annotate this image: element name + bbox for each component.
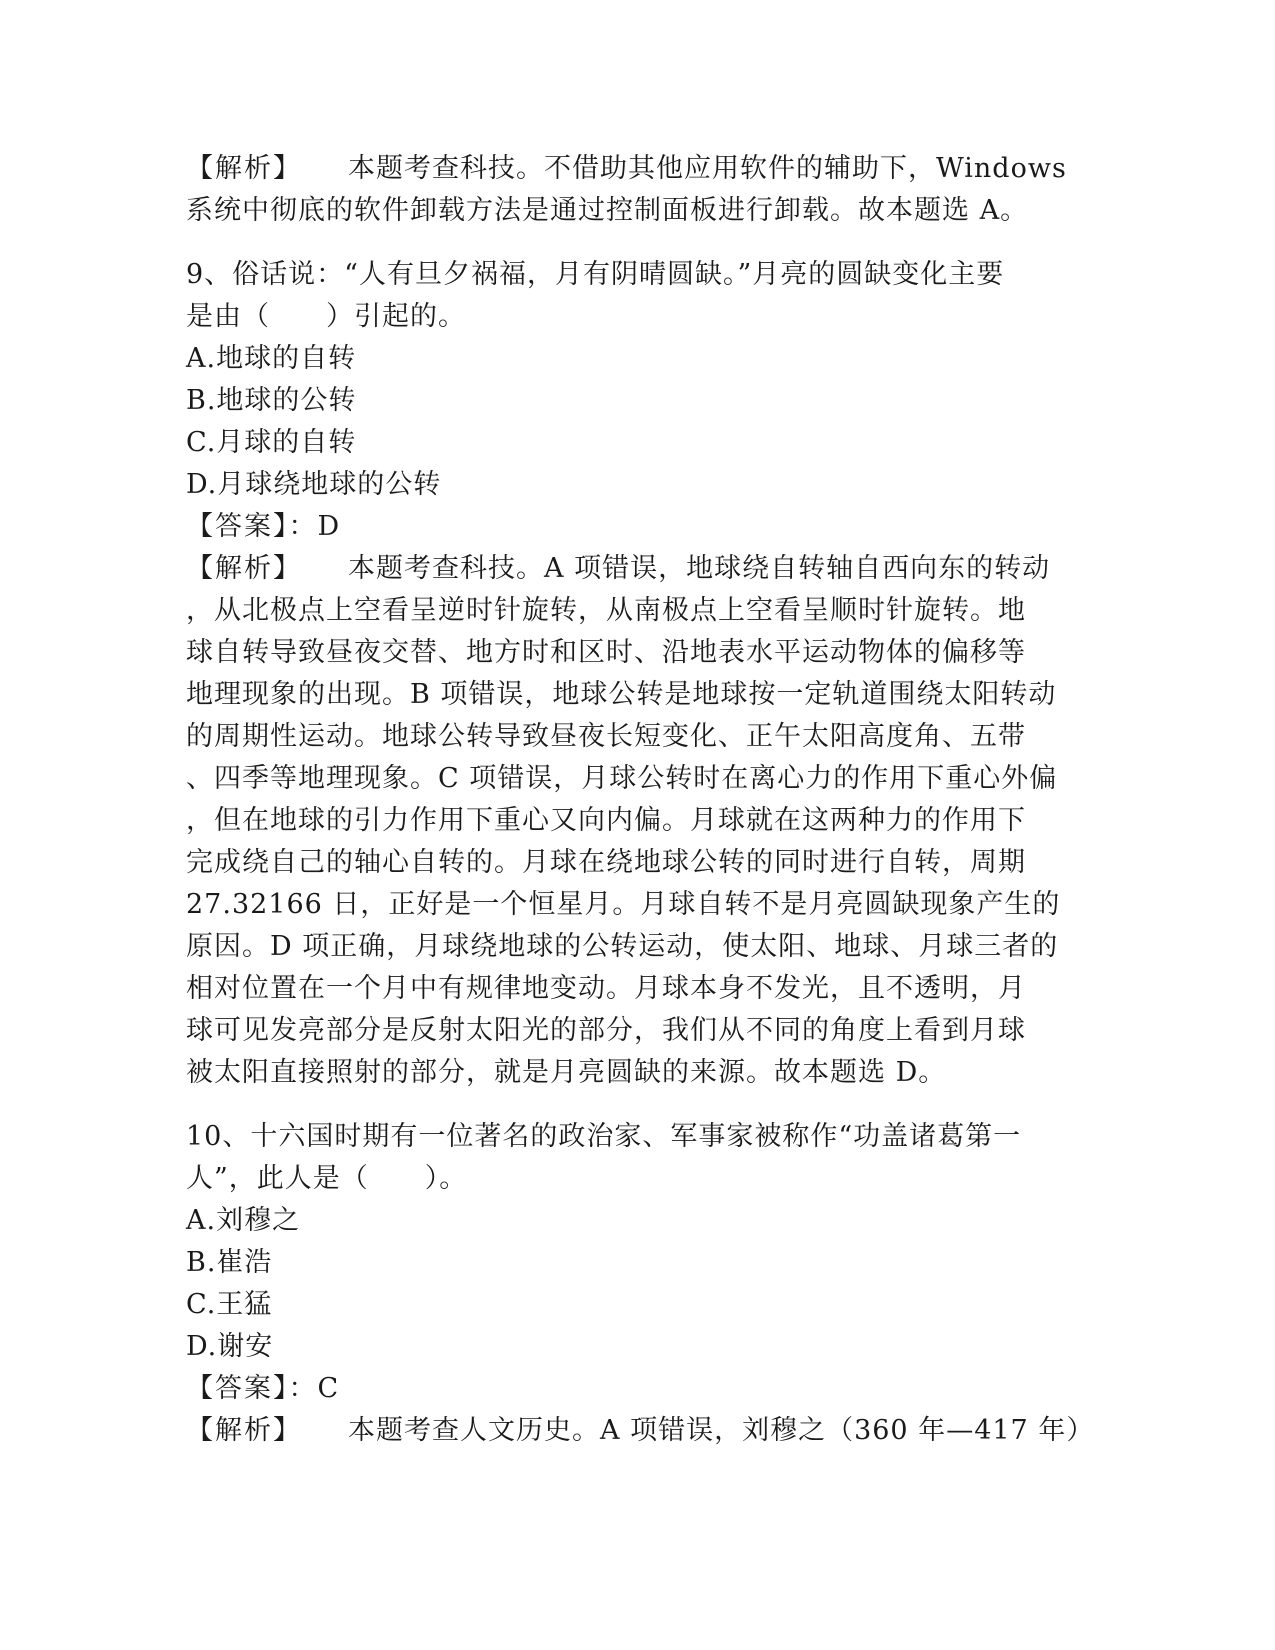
q9-stem-line-1: 9、俗话说：“人有旦夕祸福，月有阴晴圆缺。”月亮的圆缺变化主要 [186, 259, 1005, 290]
prev-analysis-line-2: 系统中彻底的软件卸载方法是通过控制面板进行卸载。故本题选 A。 [186, 195, 1029, 226]
q9-answer: 【答案】：D [186, 511, 342, 542]
q9-option-c: C.月球的自转 [186, 427, 357, 458]
q9-option-a: A.地球的自转 [186, 343, 357, 374]
q10-option-d: D.谢安 [186, 1331, 274, 1362]
q9-analysis-line-9: 27.32166 日，正好是一个恒星月。月球自转不是月亮圆缺现象产生的 [186, 889, 1061, 920]
q10-option-b: B.崔浩 [186, 1247, 273, 1278]
q9-analysis-line-10: 原因。D 项正确，月球绕地球的公转运动，使太阳、地球、月球三者的 [186, 931, 1059, 962]
q9-analysis-line-11: 相对位置在一个月中有规律地变动。月球本身不发光，且不透明，月 [186, 973, 1026, 1004]
q9-analysis-line-3: 球自转导致昼夜交替、地方时和区时、沿地表水平运动物体的偏移等 [186, 637, 1026, 668]
analysis-text: 本题考查科技。不借助其他应用软件的辅助下，Windows [348, 153, 1067, 184]
q10-option-a: A.刘穆之 [186, 1205, 301, 1236]
q10-answer: 【答案】：C [186, 1373, 341, 1404]
document-page [186, 148, 1096, 1452]
q9-analysis-line-8: 完成绕自己的轴心自转的。月球在绕地球公转的同时进行自转，周期 [186, 847, 1026, 878]
q9-stem-line-2: 是由（ ）引起的。 [186, 301, 466, 332]
q9-analysis-line-1 [186, 548, 1096, 590]
q10-stem-line-1: 10、十六国时期有一位著名的政治家、军事家被称作“功盖诸葛第一 [186, 1121, 1022, 1152]
q9-analysis-line-13: 被太阳直接照射的部分，就是月亮圆缺的来源。故本题选 D。 [186, 1057, 947, 1088]
q9-analysis-line-2: ，从北极点上空看呈逆时针旋转，从南极点上空看呈顺时针旋转。地 [186, 595, 1026, 626]
q9-analysis-line-4: 地理现象的出现。B 项错误，地球公转是地球按一定轨道围绕太阳转动 [186, 679, 1057, 710]
q9-analysis-line-7: ，但在地球的引力作用下重心又向内偏。月球就在这两种力的作用下 [186, 805, 1026, 836]
q9-analysis-line-5: 的周期性运动。地球公转导致昼夜长短变化、正午太阳高度角、五带 [186, 721, 1026, 752]
q9-option-b: B.地球的公转 [186, 385, 357, 416]
prev-analysis-line-1 [186, 148, 1096, 190]
q10-option-c: C.王猛 [186, 1289, 273, 1320]
q10-analysis-line-1 [186, 1410, 1096, 1452]
analysis-label: 【解析】 [186, 153, 302, 184]
analysis-label: 【解析】 [186, 553, 302, 584]
q9-analysis-line-12: 球可见发亮部分是反射太阳光的部分，我们从不同的角度上看到月球 [186, 1015, 1026, 1046]
q9-analysis-line-6: 、四季等地理现象。C 项错误，月球公转时在离心力的作用下重心外偏 [186, 763, 1058, 794]
q9-option-d: D.月球绕地球的公转 [186, 469, 442, 500]
analysis-text: 本题考查人文历史。A 项错误，刘穆之（360 年—417 年） [348, 1415, 1095, 1446]
analysis-text: 本题考查科技。A 项错误，地球绕自转轴自西向东的转动 [348, 553, 1051, 584]
analysis-label: 【解析】 [186, 1415, 302, 1446]
q10-stem-line-2: 人”，此人是（ ）。 [186, 1163, 468, 1194]
